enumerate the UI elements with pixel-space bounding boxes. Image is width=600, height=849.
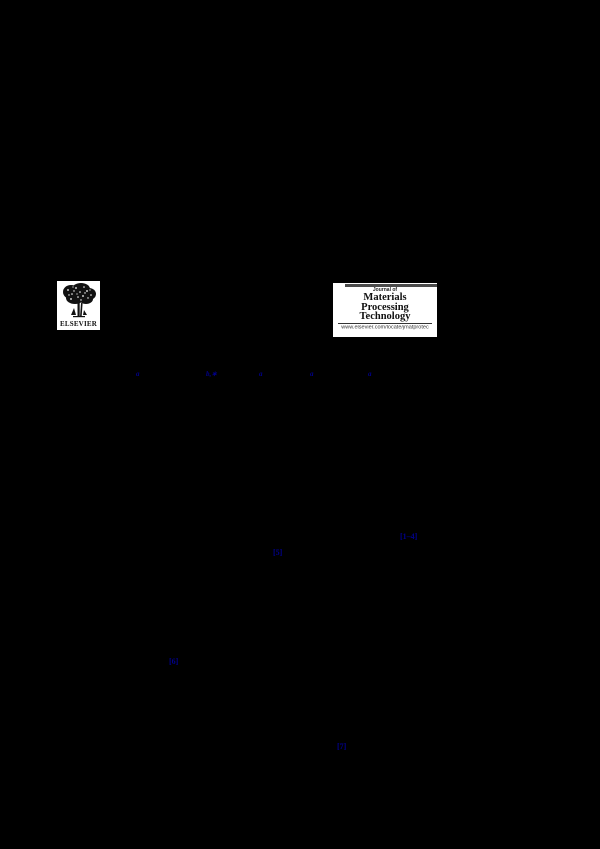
affiliation-superscript-link-2[interactable]: b,∗ xyxy=(206,370,218,378)
elsevier-wordmark: ELSEVIER xyxy=(59,320,97,328)
affiliation-superscript-link-3[interactable]: a xyxy=(259,370,263,378)
citation-link-4[interactable]: [7] xyxy=(337,742,347,751)
journal-title-line-1: Materials xyxy=(363,292,407,303)
journal-logo-rule xyxy=(338,323,432,324)
journal-url-link[interactable]: www.elsevier.com/locate/jmatprotec xyxy=(341,324,429,331)
affiliation-superscript-link-1[interactable]: a xyxy=(136,370,140,378)
journal-logo-topbar xyxy=(345,284,437,287)
elsevier-tree-icon xyxy=(57,282,100,320)
journal-title-line-2: Processing xyxy=(361,301,409,313)
journal-kicker: Journal of xyxy=(372,287,398,293)
journal-logo-box xyxy=(333,283,437,337)
citation-link-1[interactable]: [1–4] xyxy=(400,532,418,541)
elsevier-logo xyxy=(57,281,100,330)
citation-link-2[interactable]: [5] xyxy=(273,548,283,557)
journal-title-line-3: Technology xyxy=(359,311,411,322)
citation-link-3[interactable]: [6] xyxy=(169,657,179,666)
affiliation-superscript-link-5[interactable]: a xyxy=(368,370,372,378)
affiliation-superscript-link-4[interactable]: a xyxy=(310,370,314,378)
